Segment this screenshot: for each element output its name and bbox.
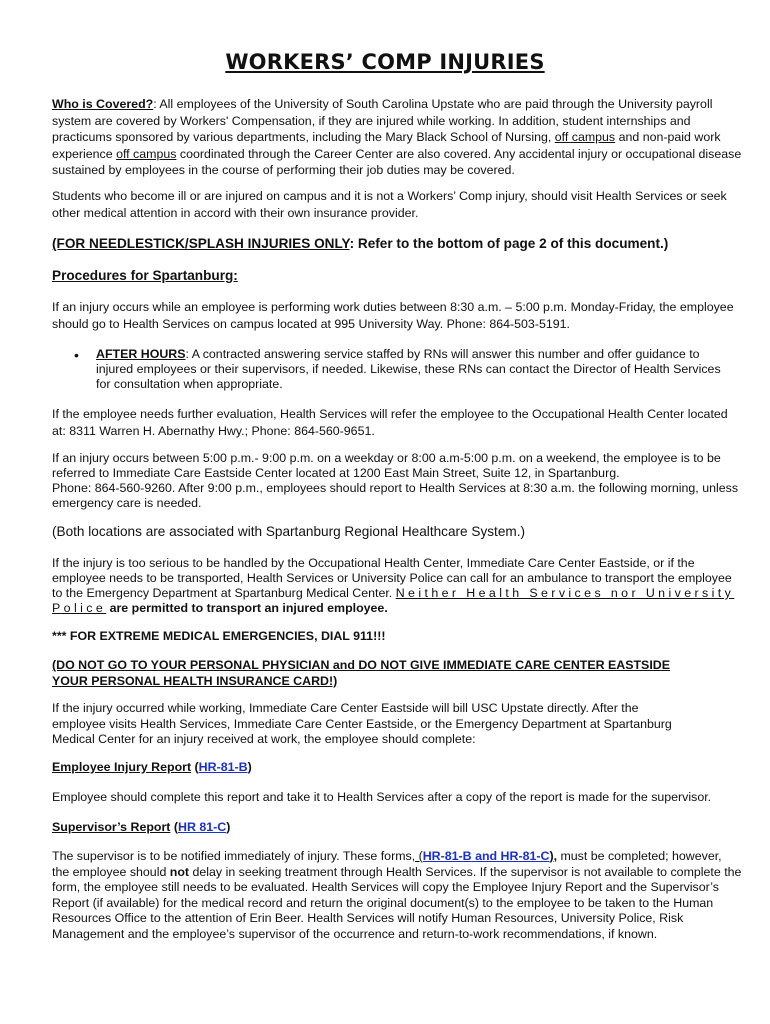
who-is-covered-paragraph bbox=[52, 96, 742, 179]
needlestick-label: (FOR NEEDLESTICK/SPLASH INJURIES ONLY bbox=[52, 236, 350, 251]
not-emphasis: not bbox=[169, 864, 190, 879]
supervisor-text-1: The supervisor is to be notified immediately of injury. These forms bbox=[52, 849, 412, 863]
paren-open: ( bbox=[191, 760, 199, 774]
bullet-icon: • bbox=[74, 347, 79, 363]
both-locations-note: (Both locations are associated with Spartanburg Regional Healthcare System.) bbox=[52, 524, 526, 539]
supervisor-paragraph bbox=[52, 849, 742, 942]
off-campus-text-2: off campus bbox=[116, 146, 177, 161]
off-campus-text-1: off campus bbox=[554, 130, 616, 144]
permitted-text: are permitted to transport an injured employee. bbox=[106, 601, 388, 615]
after-hours-body: : A contracted answering service staffed by RNs will answer this number and offer guidance to injured employees or their supervisors, if needed. Likewise, these RNs can contact the Director of Health Services for consultation when appropriate. bbox=[96, 347, 721, 391]
hr-81-b-link[interactable]: HR-81-B bbox=[198, 760, 248, 774]
hr-81-b-inline-link[interactable]: HR-81-B bbox=[422, 849, 472, 863]
do-not-warning: (DO NOT GO TO YOUR PERSONAL PHYSICIAN and DO NOT GIVE IMMEDIATE CARE CENTER EASTSIDE YOUR PERSONAL HEALTH INSURANCE CARD!) bbox=[52, 658, 670, 688]
weekend-phone-text: Phone: 864-560-9260. After 9:00 p.m., employees should report to Health Services at 8:30 a.m. the following morning, unless emergency care is needed. bbox=[52, 481, 739, 510]
employee-report-text: Employee should complete this report and take it to Health Services after a copy of the report is made for the supervisor. bbox=[52, 790, 712, 804]
weekend-paragraph bbox=[52, 451, 742, 511]
paren-close: ) bbox=[247, 760, 252, 774]
covered-text-2: and non-paid work experience bbox=[52, 130, 721, 161]
supervisor-text-3: ), bbox=[549, 849, 558, 863]
hr-81-c-link[interactable]: HR 81-C bbox=[178, 820, 227, 834]
business-hours-paragraph: If an injury occurs while an employee is performing work duties between 8:30 a.m. – 5:00 p.m. Monday-Friday, the employee should go to Health Services on campus located at 995 University Way. Phone: 864-503-5191. bbox=[52, 300, 734, 331]
needlestick-line bbox=[52, 236, 742, 253]
supervisor-report-label: Supervisor’s Report bbox=[52, 820, 171, 834]
neither-text: Neither Health Services nor University Police bbox=[52, 586, 735, 615]
serious-text: If the injury is too serious to be handled by the Occupational Health Center, Immediate Care Center Eastside, or if the employee needs to be transported, Health Services or University Police can call for an ambulance to transport the employee to the Emergency Department at Spartanburg Medical Center. bbox=[52, 556, 732, 600]
hr-81-c-inline-link[interactable]: HR-81-C bbox=[500, 849, 550, 863]
paren-close: ) bbox=[226, 820, 231, 834]
serious-injury-paragraph bbox=[52, 556, 742, 616]
billing-paragraph: If the injury occurred while working, Immediate Care Center Eastside will bill USC Upstate directly. After the employee visits Health Services, Immediate Care Center Eastside, or the Emergency Department at Spartanburg Medical Center for an injury received at work, the employee should complete: bbox=[52, 701, 672, 746]
covered-text-1: : All employees of the University of South Carolina Upstate who are paid through the University payroll system are covered by Workers' Compensation, if they are injured while working. In addition, student internships and practicums sponsored by various departments, including the Mary Black School of Nursing, bbox=[52, 97, 713, 144]
supervisor-text-4: must be completed; however, the employee should bbox=[52, 849, 722, 879]
employee-report-heading bbox=[52, 759, 742, 776]
supervisor-text-5: delay in seeking treatment through Health Services. If the supervisor is not available to complete the form, the employee still needs to be evaluated. Health Services will copy the Employee Injury Report and the Supervisor’s Report (if available) for the medical record and return the original document(s) to the employee to be taken to the Human Resources Office to the attention of Erin Beer. Health Services will notify Human Resources, University Police, Risk Management and the employee’s supervisor of the occurrence and return-to-work recommendations, if known. bbox=[52, 864, 742, 941]
supervisor-report-heading bbox=[52, 819, 742, 836]
page-title: WORKERS’ COMP INJURIES bbox=[225, 50, 545, 74]
weekend-text: If an injury occurs between 5:00 p.m.- 9:00 p.m. on a weekday or 8:00 a.m-5:00 p.m. on a weekend, the employee is to be referred to Immediate Care Eastside Center located at 1200 East Main Street, Suite 12, in Spartanburg. bbox=[52, 451, 721, 480]
students-paragraph: Students who become ill or are injured on campus and it is not a Workers’ Comp injury, should visit Health Services or seek other medical attention in accord with their own insurance provider. bbox=[52, 189, 727, 220]
paren-open: ( bbox=[170, 820, 179, 834]
employee-report-label: Employee Injury Report bbox=[52, 760, 192, 774]
evaluation-paragraph: If the employee needs further evaluation, Health Services will refer the employee to the Occupational Health Center located at: 8311 Warren H. Abernathy Hwy.; Phone: 864-560-9651. bbox=[52, 407, 728, 438]
procedures-heading: Procedures for Spartanburg: bbox=[52, 268, 238, 283]
and-text: and bbox=[471, 849, 501, 863]
covered-text-3: coordinated through the Career Center are also covered. Any accidental injury or occupational disease sustained by employees in the course of performing their job duties may be covered. bbox=[52, 146, 742, 177]
supervisor-text-2: , ( bbox=[411, 849, 423, 863]
who-is-covered-label: Who is Covered? bbox=[52, 97, 154, 111]
after-hours-label: AFTER HOURS bbox=[96, 347, 186, 361]
emergency-911-line: *** FOR EXTREME MEDICAL EMERGENCIES, DIAL 911!!! bbox=[52, 629, 386, 643]
after-hours-text bbox=[96, 347, 736, 392]
needlestick-rest: : Refer to the bottom of page 2 of this document.) bbox=[349, 236, 669, 251]
